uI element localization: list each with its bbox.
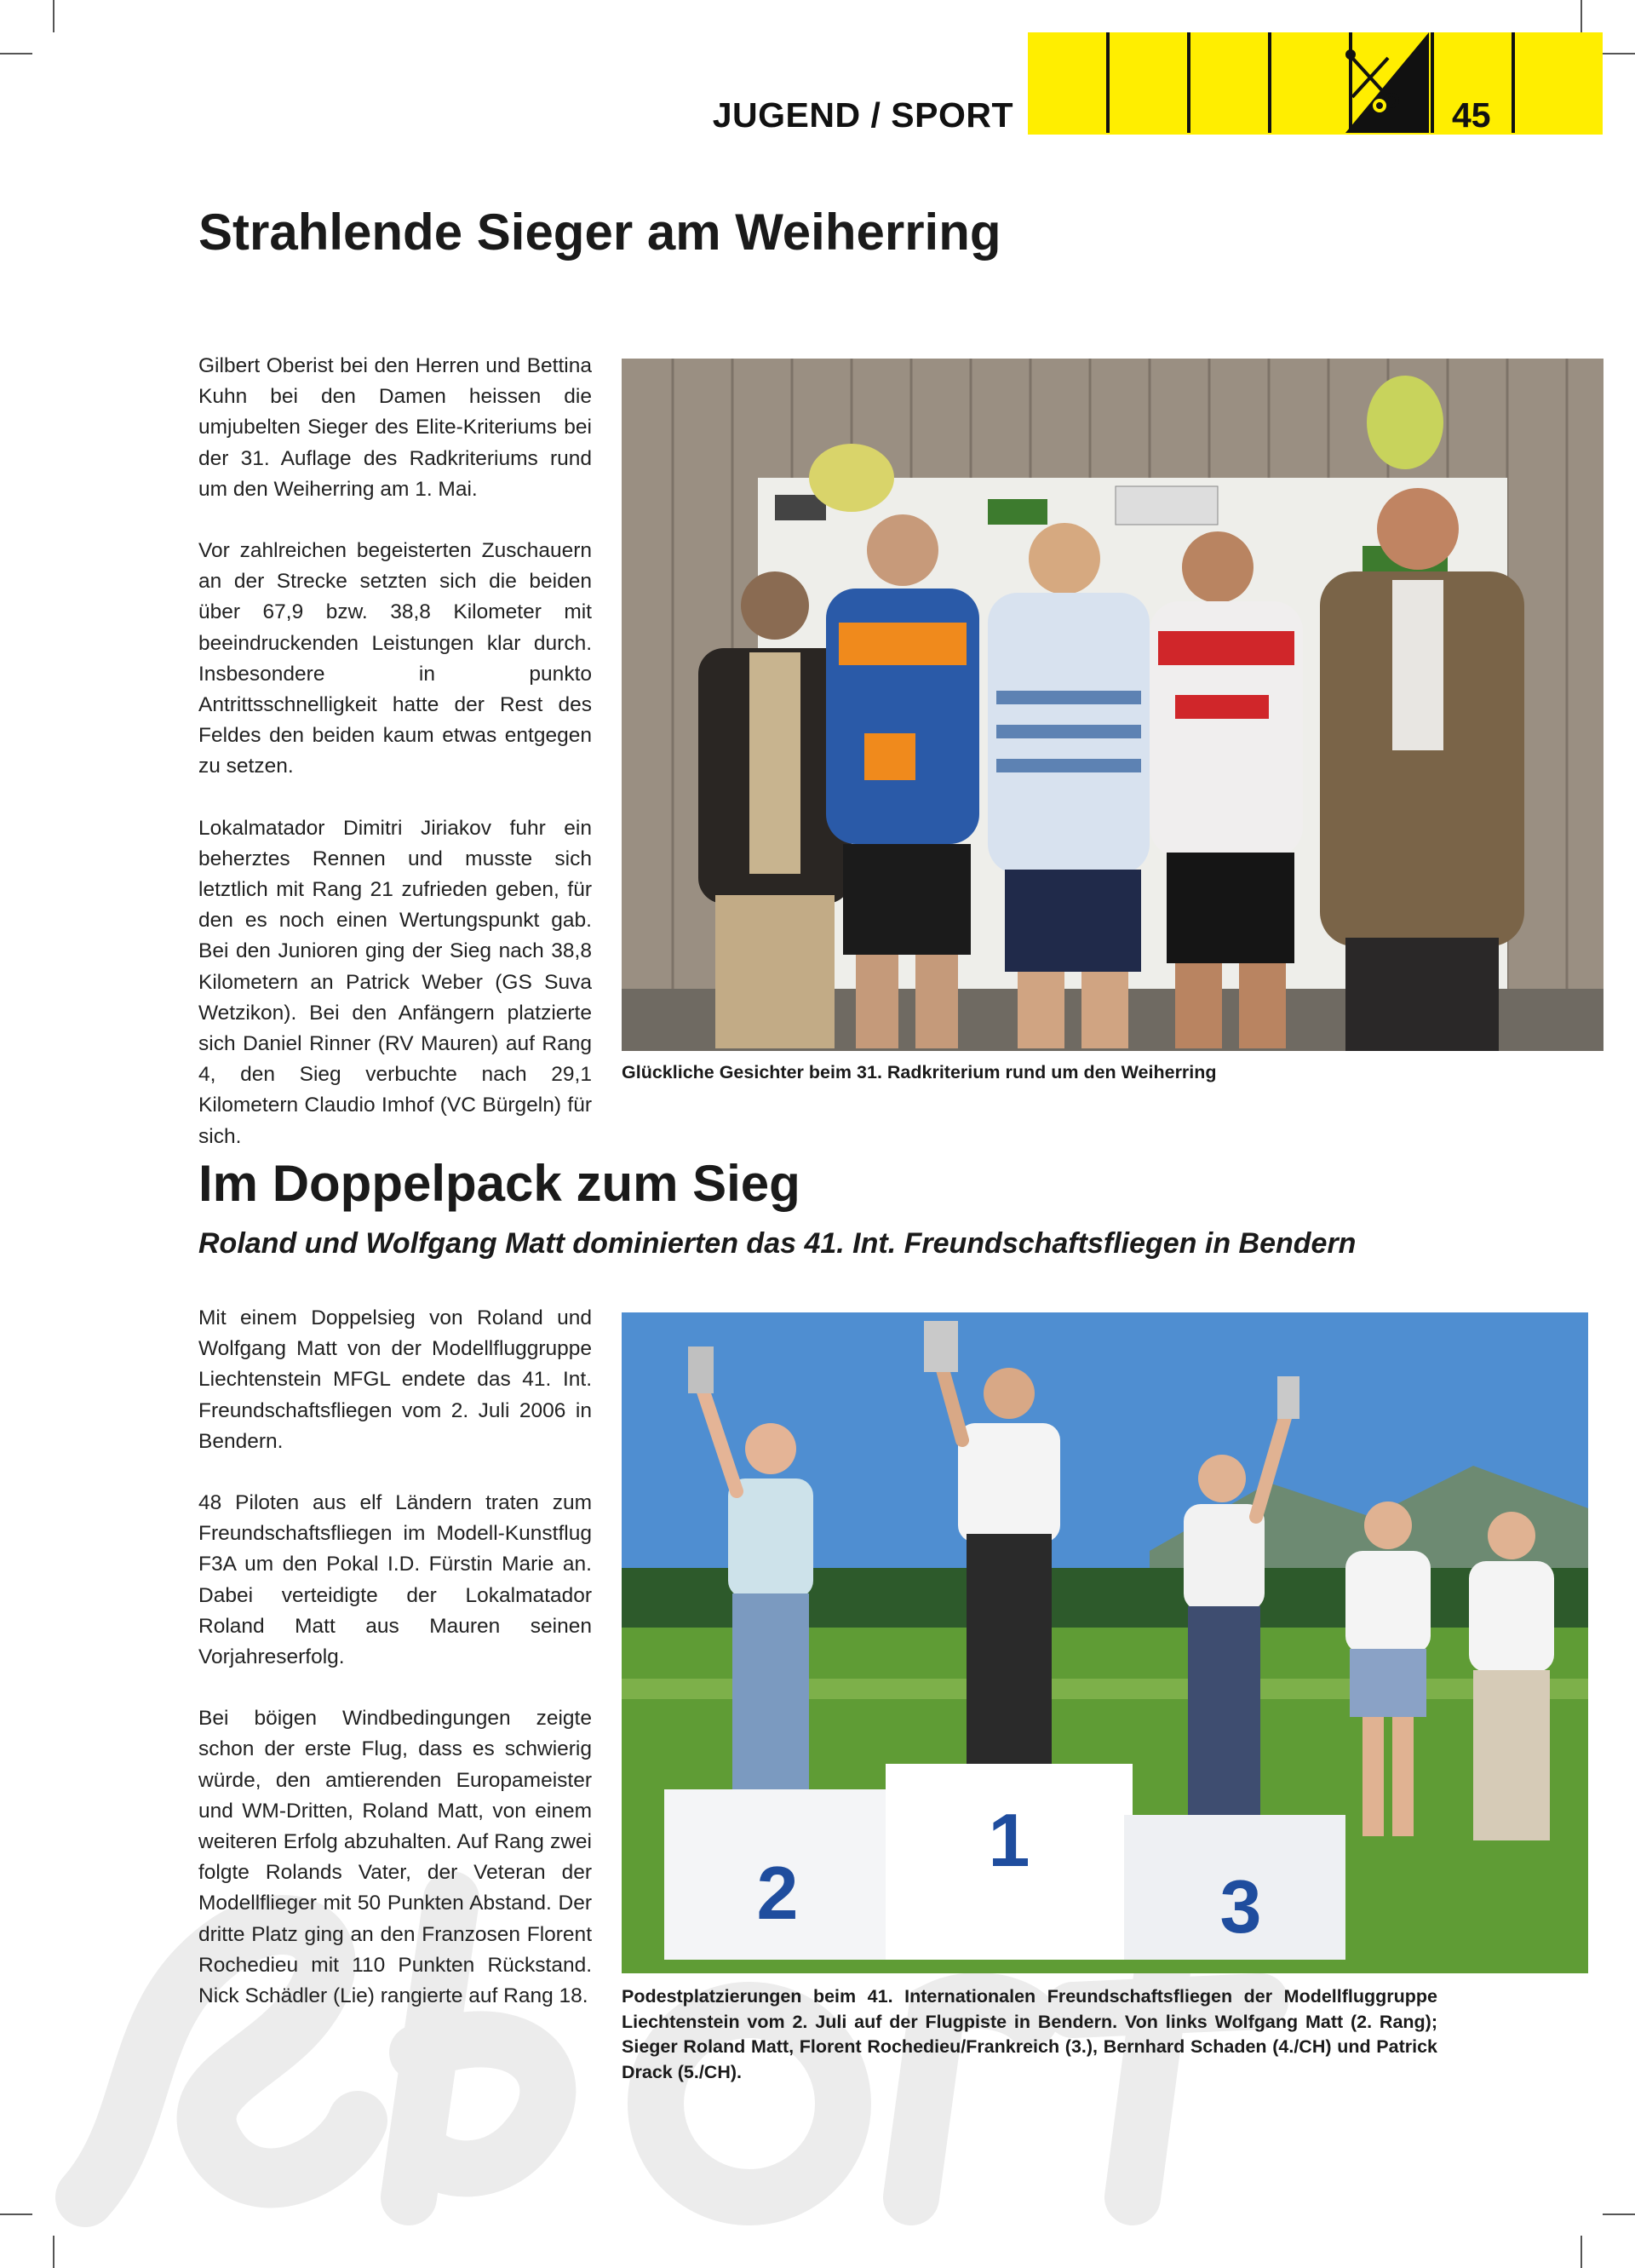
header-color-bar	[1028, 32, 1603, 135]
article2-paragraph: 48 Piloten aus elf Ländern traten zum Freundschaftsfliegen im Modell-Kunstflug F3A um den Pokal I.D. Fürstin Marie an. Dabei verteidigte der Lokalmatador Roland Matt aus Mauren seinen Vorjahreserfolg.	[198, 1491, 592, 1669]
podium-number: 3	[1219, 1864, 1262, 1949]
crop-mark	[1603, 53, 1635, 55]
crop-mark	[53, 2236, 54, 2268]
article2-body	[198, 1303, 592, 2012]
section-label: JUGEND / SPORT	[712, 95, 1013, 135]
article2-paragraph: Bei böigen Windbedingungen zeigte schon der erste Flug, dass es schwierig würde, den amtierenden Europameister und WM-Dritten, Roland Matt, von einem weiteren Erfolg abzuhalten. Auf Rang zwei folgte Rolands Vater, der Veteran der Modellflieger mit 50 Punkten Abstand. Der dritte Platz ging an den Franzosen Florent Rochedieu mit 110 Punkten Rückstand. Nick Schädler (Lie) rangierte auf Rang 18.	[198, 1707, 592, 2008]
article1-paragraph: Vor zahlreichen begeisterten Zuschauern an der Strecke setzten sich die beiden über 67,9 bzw. 38,8 Kilometer mit beeindruckenden Leistungen klar durch. Insbesondere in punkto Antrittsschnelligkeit hatte der Rest des Feldes den beiden kaum etwas entgegen zu setzen.	[198, 539, 592, 778]
podium-number: 1	[988, 1798, 1030, 1882]
article1-body	[198, 351, 592, 1152]
crop-mark	[53, 0, 54, 32]
article2-title: Im Doppelpack zum Sieg	[198, 1155, 800, 1212]
podium-number: 2	[756, 1851, 799, 1935]
article1-paragraph: Gilbert Oberist bei den Herren und Bettina Kuhn bei den Damen heissen die umjubelten Sieger des Elite-Kriteriums bei der 31. Auflage des Radkriteriums rund um den Weiherring am 1. Mai.	[198, 354, 592, 501]
model-flying-podium-photo	[622, 1312, 1588, 1973]
page-number: 45	[1452, 95, 1491, 135]
article1-title: Strahlende Sieger am Weiherring	[198, 204, 1001, 261]
crop-mark	[0, 2213, 32, 2215]
cycling-podium-photo	[622, 359, 1603, 1051]
crop-mark	[1603, 2213, 1635, 2215]
crop-mark	[0, 53, 32, 55]
article2-subtitle: Roland und Wolfgang Matt dominierten das 41. Int. Freundschaftsfliegen in Bendern	[198, 1227, 1357, 1260]
article1-paragraph: Lokalmatador Dimitri Jiriakov fuhr ein beherztes Rennen und musste sich letztlich mit Rang 21 zufrieden geben, für den es noch einen Wertungspunkt gab. Bei den Junioren ging der Sieg nach 38,8 Kilometern an Patrick Weber (GS Suva Wetzikon). Bei den Anfängern platzierte sich Daniel Rinner (RV Mauren) auf Rang 4, den Sieg verbuchte nach 29,1 Kilometern Claudio Imhof (VC Bürgeln) für sich.	[198, 816, 592, 1148]
article2-photo-caption: Podestplatzierungen beim 41. Internationalen Freundschaftsfliegen der Modellfluggruppe Liechtenstein vom 2. Juli auf der Flugpiste in Bendern. Von links Wolfgang Matt (2. Rang); Sieger Roland Matt, Florent Rochedieu/Frankreich (3.), Bernhard Schaden (4./CH) und Patrick Drack (5./CH).	[622, 1986, 1437, 2082]
crop-mark	[1580, 0, 1582, 32]
crossed-keys-coat-of-arms-icon	[1345, 32, 1429, 133]
article2-paragraph: Mit einem Doppelsieg von Roland und Wolfgang Matt von der Modellfluggruppe Liechtenstein MFGL endete das 41. Int. Freundschaftsfliegen vom 2. Juli 2006 in Bendern.	[198, 1306, 592, 1453]
crop-mark	[1580, 2236, 1582, 2268]
article1-photo-caption: Glückliche Gesichter beim 31. Radkriterium rund um den Weiherring	[622, 1062, 1217, 1082]
